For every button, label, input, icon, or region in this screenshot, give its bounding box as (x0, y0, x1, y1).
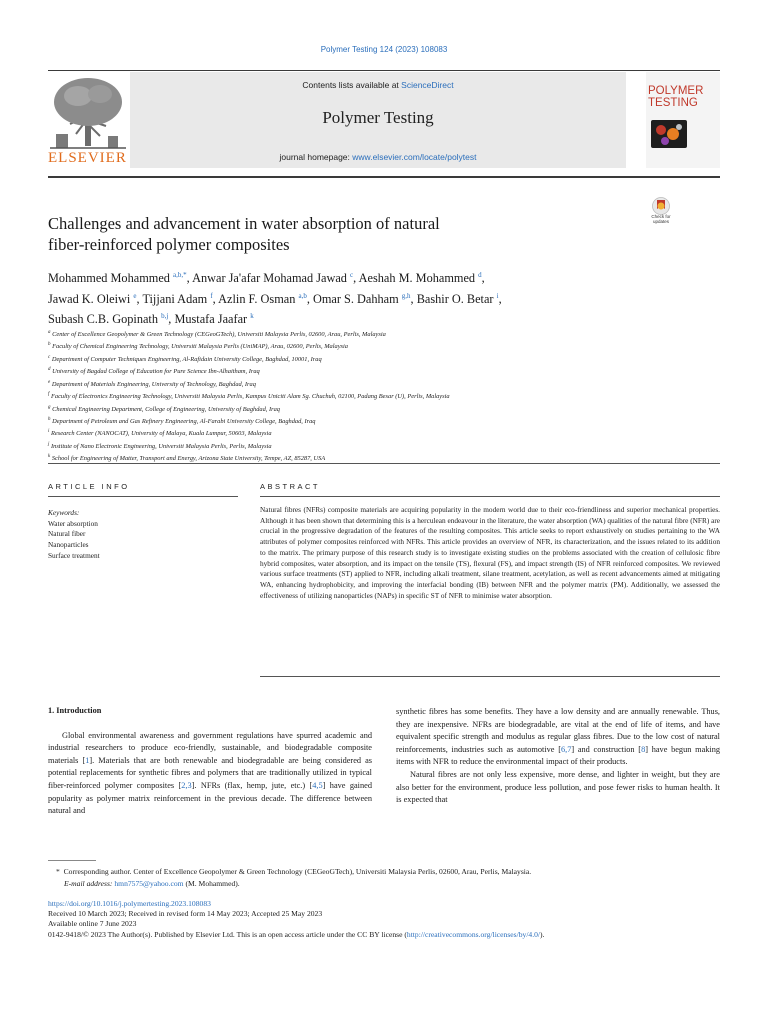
citation-link[interactable]: 4,5 (312, 780, 323, 790)
affiliation: $^e$ Department of Materials Engineering, University of Technology, Baghdad, Iraq (48, 379, 256, 388)
keyword: Surface treatment (48, 550, 100, 560)
affiliation-list (48, 328, 720, 465)
intro-paragraph: Global environmental awareness and government regulations have spurred academic and industrial researchers to produce eco-friendly, sustainable, and biodegradable composite materials [1]. Materials that are both renewable and biodegradable are being considered as potential replacements for synthetic fibres and polymers that are traditionally utilized in typical fiber-reinforced polymer composites [2,3]. NFRs (flax, hemp, jute, etc.) [4,5] have gained popularity as polymer matrix reinforcement in the previous decade. The difference between natural and (48, 730, 372, 816)
author[interactable]: Azlin F. Osman $^{a,b}$ (218, 291, 307, 306)
homepage-prefix: journal homepage: (279, 152, 353, 162)
section-heading: 1. Introduction (48, 706, 102, 715)
license-line: 0142-9418/© 2023 The Author(s). Published by Elsevier Ltd. This is an open access article under the CC BY license (http://creativecommons.org/licenses/by/4.0/). (48, 929, 545, 939)
affiliation: $^a$ Center of Excellence Geopolymer & Green Technology (CEGeoGTech), Universiti Malaysia Perlis, 02600, Arau, Perlis, Malaysia (48, 330, 386, 339)
citation-link[interactable]: 1 (85, 755, 90, 765)
contents-line (130, 80, 626, 90)
article-title-line2: fiber-reinforced polymer composites (48, 235, 290, 254)
masthead-bottom-rule (48, 176, 720, 178)
left-column (48, 705, 372, 818)
author[interactable]: Anwar Ja'afar Mohamad Jawad $^c$ (192, 271, 354, 286)
author[interactable]: Mohammed Mohammed $^{a,b,*}$ (48, 271, 187, 286)
author[interactable]: Omar S. Dahham $^{g,h}$ (312, 291, 411, 306)
right-column (396, 706, 720, 807)
article-title (48, 213, 608, 255)
journal-title[interactable]: Polymer Testing (322, 108, 434, 127)
author[interactable]: Bashir O. Betar $^i$ (416, 291, 499, 306)
intro-paragraph-continued: synthetic fibres has some benefits. They have a low density and are annually renewable. Thus, they are inexpensive. NFRs are biodegradable, are vital at the end of life of items, and have equivalent specific strength and modulus as regular glass fibres. Due to the low cost of natural reinforcements, industries such as automotive [6,7] and construction [8] have begun making items with NFR to reduce the environmental impact of their products. (396, 707, 720, 767)
available-online: Available online 7 June 2023 (48, 919, 137, 929)
masthead-top-rule (48, 70, 720, 71)
keywords-label: Keywords: (48, 508, 80, 517)
abstract-text: Natural fibres (NFRs) composite materials are acquiring popularity in the modern world due to their eco-friendliness and superior mechanical properties. Although it has been shown that determining this is a herculean endeavour in the literature, the water absorption (WA) qualities of the natural fibre (NFR) are crucial in the progressive degradation of the features of the resulting composites. This article seeks to report exhaustively on studies pertaining to the WA attributes of polymer composites reinforced with NFRs. This article provides an overview of NFR, its characterization, and the issues related to its addition to the matrix. The primary purpose of this research study is to investigate existing studies on the problems associated with the creation of cellulosic fibre hybrid composites, water absorption, and its impact on the tensile (TS), flexural (FS), and impact strength (IS) of NFR reinforced composites. We reviewed various surface treatments (ST) applied to NFR, including alkali treatment, silane treatment, acetylation, as well as recent advancements aimed at mitigating WA, enhancing hydrophobicity, and improving the interfacial bonding (IB) between NFR and the polymer matrix (PM). Additionally, we assessed the effectiveness of utilizing nanoparticles (NAPs) in specific ST of NFR to minimise water absorption. (260, 505, 720, 600)
homepage-link[interactable]: www.elsevier.com/locate/polytest (352, 152, 477, 162)
publication-info (48, 899, 720, 940)
cover-title-line1: POLYMER (648, 85, 704, 97)
author[interactable]: Aeshah M. Mohammed $^d$ (358, 271, 482, 286)
received-dates: Received 10 March 2023; Received in revised form 14 May 2023; Accepted 25 May 2023 (48, 909, 323, 919)
abstract-bottom-rule (260, 676, 720, 677)
email-label: E-mail address: (64, 879, 113, 889)
keyword: Nanoparticles (48, 540, 89, 550)
keyword: Water absorption (48, 518, 98, 528)
sciencedirect-link[interactable]: ScienceDirect (401, 80, 454, 90)
affiliation: $^j$ Institute of Nano Electronic Engineering, Universiti Malaysia Perlis, Perlis, Malaysia (48, 441, 272, 450)
article-title-line1: Challenges and advancement in water absorption of natural (48, 214, 440, 233)
doi-link[interactable]: https://doi.org/10.1016/j.polymertesting.2023.108083 (48, 899, 211, 908)
author[interactable]: Tijjani Adam $^f$ (142, 291, 213, 306)
affiliation: $^h$ Department of Petroleum and Gas Refinery Engineering, Al-Farabi University College, Baghdad, Iraq (48, 416, 316, 426)
article-info-heading: ARTICLE INFO (48, 482, 130, 491)
info-top-rule (48, 463, 720, 464)
author[interactable]: Jawad K. Oleiwi $^e$ (48, 291, 137, 306)
affiliation: $^b$ Faculty of Chemical Engineering Technology, Universiti Malaysia Perlis (UniMAP), Arau, 02600, Perlis, Malaysia (48, 342, 348, 351)
citation-link[interactable]: 8 (641, 744, 646, 754)
cover-image (651, 120, 687, 148)
cover-title-line2: TESTING (648, 97, 698, 109)
affiliation: $^f$ Faculty of Electronics Engineering Technology, Universiti Malaysia Perlis, Kampus Uniciti Alam Sg. Chuchuh, 02100, Padang Besar (U), Perlis, Malaysia (48, 392, 450, 401)
affiliation: $^i$ Research Center (NANOCAT), University of Malaya, Kuala Lumpur, 50603, Malaysia (48, 429, 272, 438)
affiliation: $^k$ School for Engineering of Matter, Transport and Energy, Arizona State University, Tempe, AZ, 85287, USA (48, 454, 326, 463)
check-updates-line2: updates (652, 219, 669, 224)
abstract-heading: ABSTRACT (260, 482, 321, 491)
citation-link[interactable]: 6,7 (560, 744, 572, 754)
footnote-rule (48, 860, 96, 861)
abstract-rule (260, 496, 720, 497)
license-link[interactable]: http://creativecommons.org/licenses/by/4.0/ (406, 929, 541, 939)
corresponding-author-footnote: * Corresponding author. Center of Excellence Geopolymer & Green Technology (CEGeoGTech), Universiti Malaysia Perlis, 02600, Arau, Perlis, Malaysia. E-mail address: hmn7575@yahoo.com (M. Mohammed). (56, 867, 532, 889)
info-rule (48, 496, 238, 497)
author[interactable]: Subash C.B. Gopinath $^{b,j}$ (48, 312, 169, 327)
check-updates-line1: Check for (651, 214, 671, 219)
email-link[interactable]: hmn7575@yahoo.com (114, 879, 184, 889)
keywords-block (48, 508, 238, 562)
journal-homepage (130, 152, 626, 162)
citation-link[interactable]: 2,3 (181, 780, 192, 790)
corresponding-text: Corresponding author. Center of Excellence Geopolymer & Green Technology (CEGeoGTech), Universiti Malaysia Perlis, 02600, Arau, Perlis, Malaysia. (63, 867, 532, 876)
contents-prefix: Contents lists available at (302, 80, 402, 90)
running-header[interactable]: Polymer Testing 124 (2023) 108083 (320, 45, 448, 54)
check-updates-label[interactable] (644, 214, 678, 224)
affiliation: $^g$ Chemical Engineering Department, College of Engineering, University of Baghdad, Iraq (48, 404, 281, 413)
affiliation: $^c$ Department of Computer Techniques Engineering, Al-Rafidain University College, Baghdad, 10001, Iraq (48, 354, 322, 363)
cover-title (648, 85, 718, 109)
elsevier-wordmark[interactable]: ELSEVIER (48, 150, 127, 166)
author-list: Mohammed Mohammed $^{a,b,*}$, Anwar Ja'afar Mohamad Jawad $^c$, Aeshah M. Mohammed $^d$, Jawad K. Oleiwi $^e$, Tijjani Adam $^f$, Azlin F. Osman $^{a,b}$, Omar S. Dahham $^{g,h}$, Bashir O. Betar $^i$, Subash C.B. Gopinath $^{b,j}$, Mustafa Jaafar $^k$ (48, 271, 502, 327)
keyword: Natural fiber (48, 529, 86, 539)
elsevier-tree-logo (48, 74, 128, 150)
intro-paragraph-2: Natural fibres are not only less expensive, more dense, and lighter in weight, but they are also better for the environment, produce less pollution, and pose fewer risks to human health. It is expected that (396, 769, 720, 805)
author[interactable]: Mustafa Jaafar $^k$ (174, 312, 254, 327)
check-updates-icon[interactable] (646, 197, 676, 229)
affiliation: $^d$ University of Bagdad College of Education for Pure Science Ibn-Alhaitham, Iraq (48, 367, 260, 376)
